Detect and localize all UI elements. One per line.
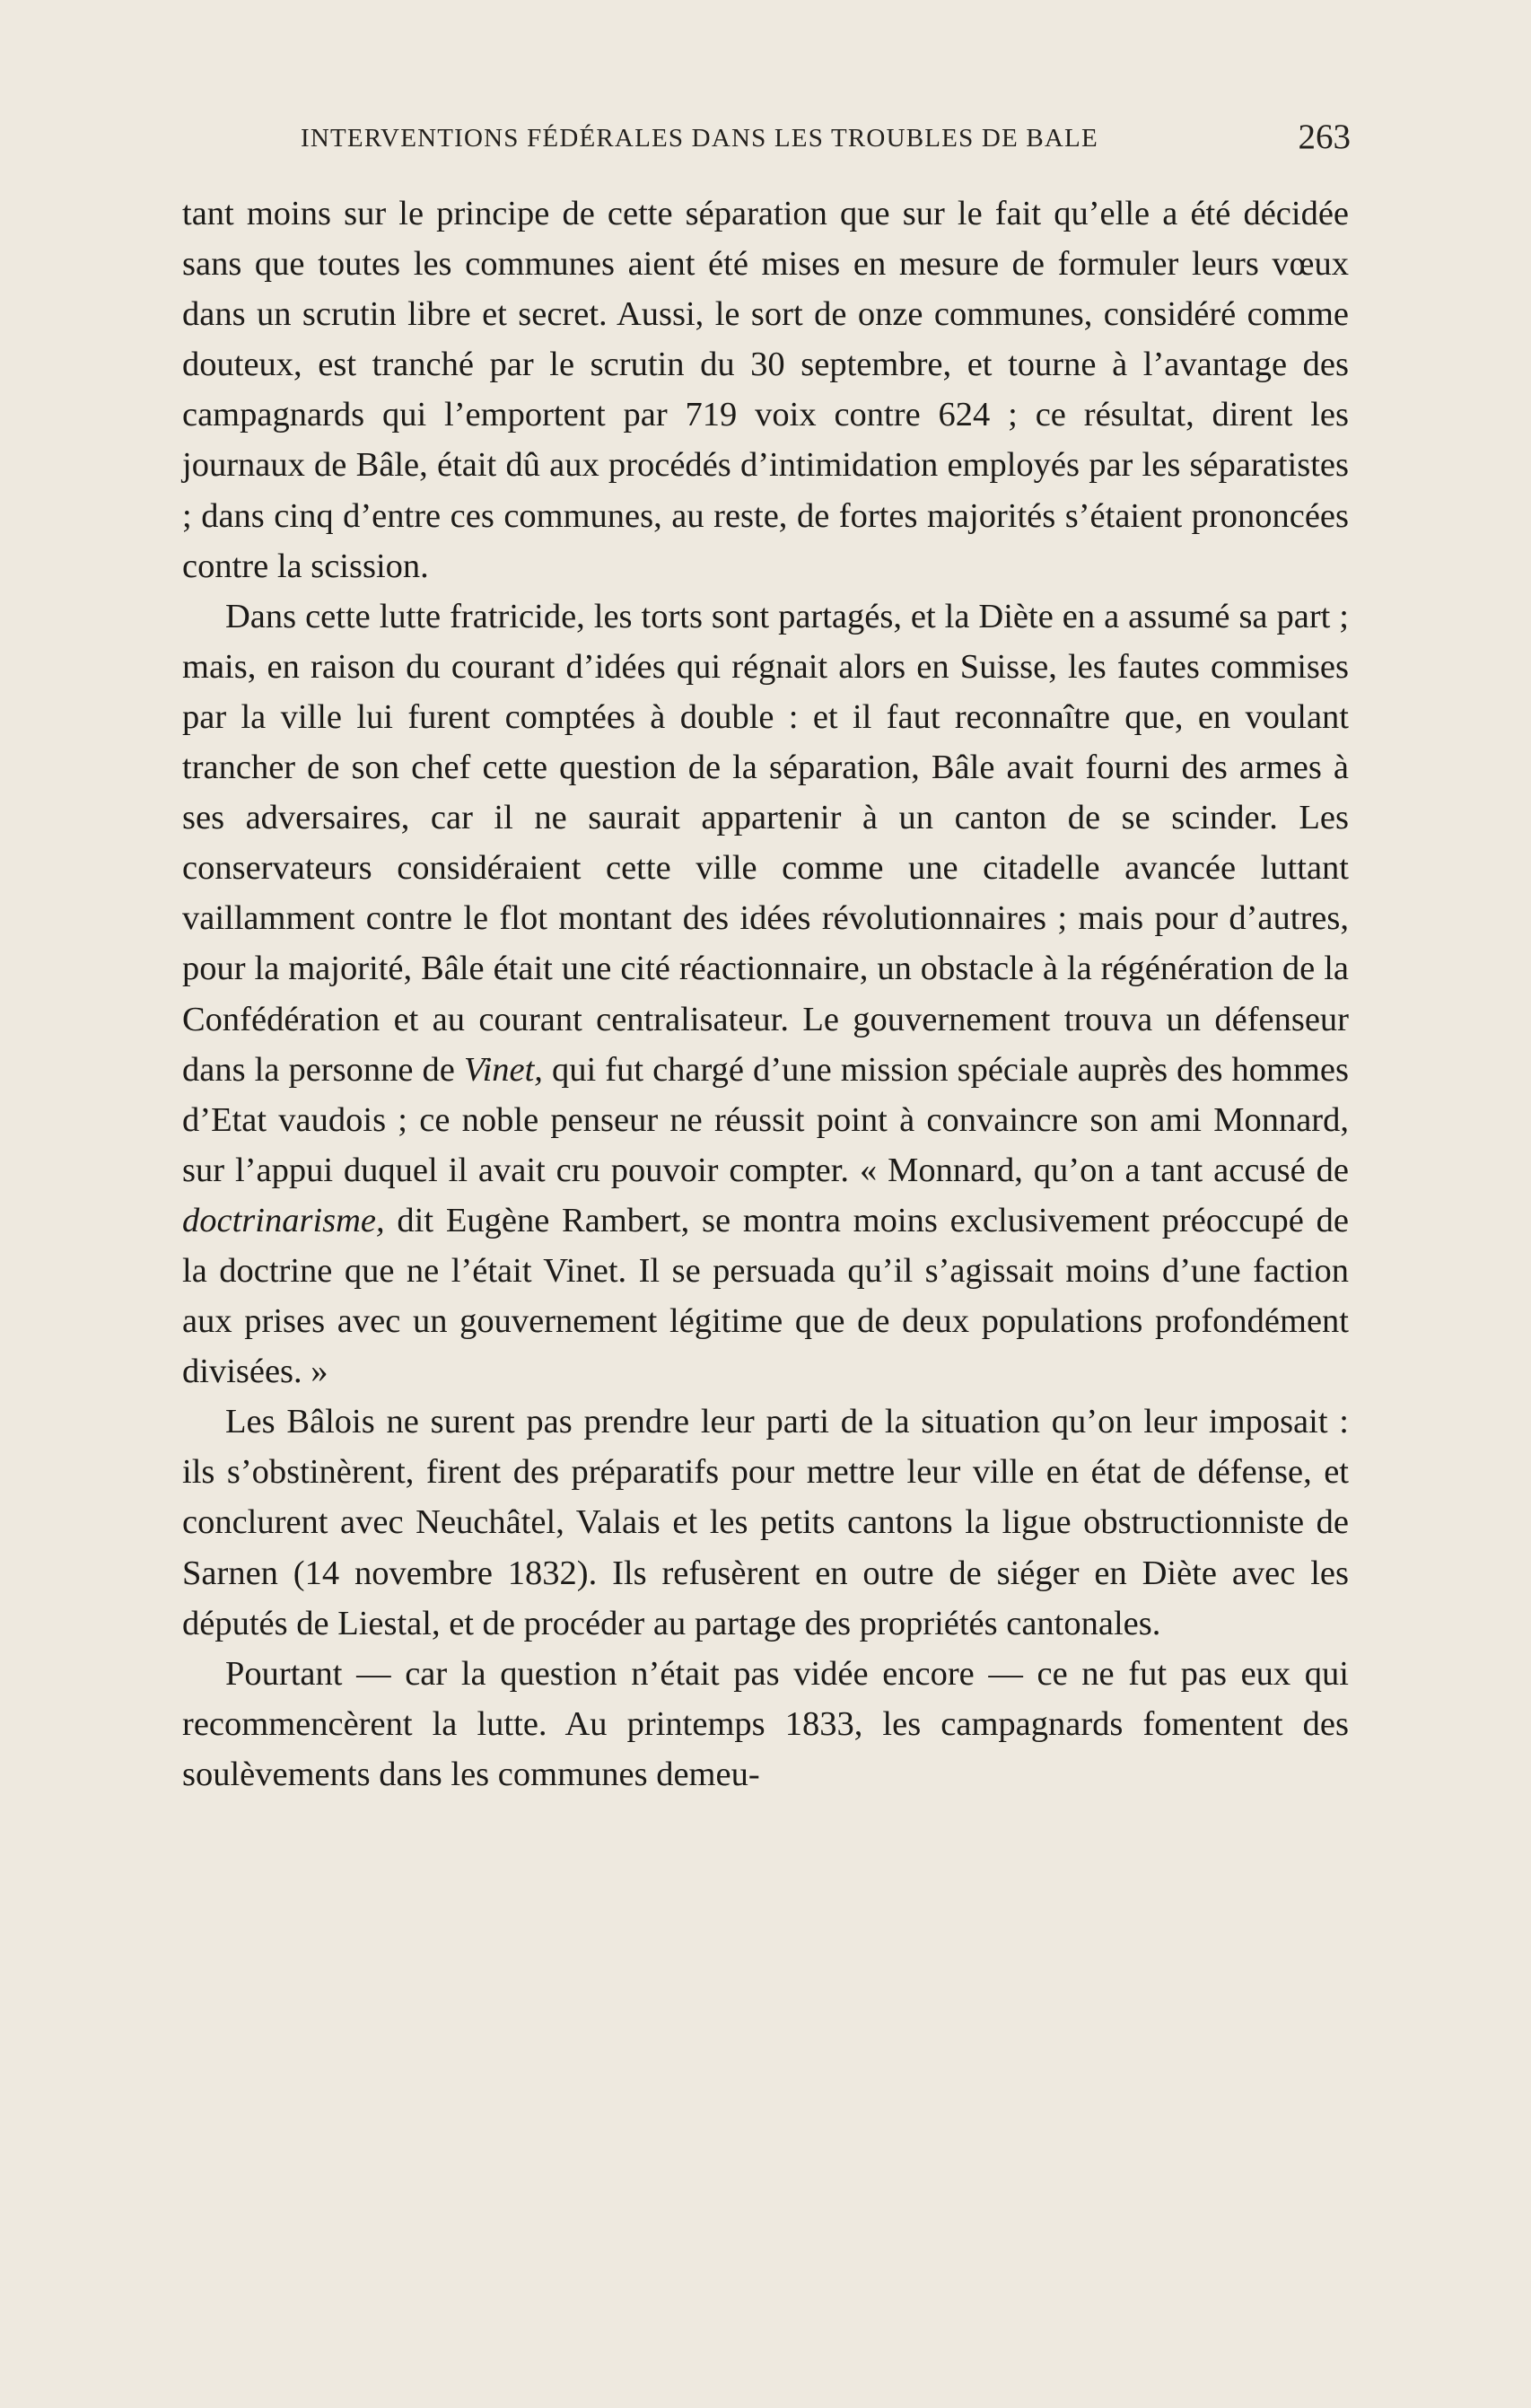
paragraph-2-part-1: Dans cette lutte fratricide, les torts sont partagés, et la Diète en a assumé sa part ; mais, en raison du courant d’idées qui régnait alors en Suisse, les fautes commises par la ville lui furent comptées à double : et il faut reconnaître que, en voulant trancher de son chef cette question de la séparation, Bâle avait fourni des armes à ses adversaires, car il ne saurait appartenir à un canton de se scinder. Les conservateurs considéraient cette ville comme une citadelle avancée luttant vaillamment contre le flot montant des idées révolutionnaires ; mais pour d’autres, pour la majorité, Bâle était une cité réactionnaire, un obstacle à la régénération de la Confédération et au courant centralisateur. Le gouvernement trouva un défenseur dans la personne de: [182, 597, 1349, 1089]
paragraph-2-part-2: qui fut chargé d’une mission spéciale auprès des hommes d’Etat vaudois ; ce noble penseur ne réussit point à convaincre son ami Monnard, sur l’appui duquel il avait cru pouvoir compter. « Monnard, qu’on a tant accusé de: [182, 1050, 1349, 1189]
running-head: [301, 117, 1351, 162]
paragraph-4: Pourtant — car la question n’était pas vidée encore — ce ne fut pas eux qui recommencèrent la lutte. Au printemps 1833, les campagnards fomentent des soulèvements dans les communes demeu-: [182, 1654, 1349, 1793]
running-title: INTERVENTIONS FÉDÉRALES DANS LES TROUBLES DE BALE: [301, 124, 1098, 153]
body-text: [182, 188, 1349, 1799]
paragraph-1: tant moins sur le principe de cette séparation que sur le fait qu’elle a été décidée sans que toutes les communes aient été mises en mesure de formuler leurs vœux dans un scrutin libre et secret. Aussi, le sort de onze communes, considéré comme douteux, est tranché par le scrutin du 30 septembre, et tourne à l’avantage des campagnards qui l’emportent par 719 voix contre 624 ; ce résultat, dirent les journaux de Bâle, était dû aux procédés d’intimidation employés par les séparatistes ; dans cinq d’entre ces communes, au reste, de fortes majorités s’étaient prononcées contre la scission.: [182, 195, 1349, 585]
paragraph-2-part-3: dit Eugène Rambert, se montra moins exclusivement préoccupé de la doctrine que ne l’était Vinet. Il se persuada qu’il s’agissait moins d’une faction aux prises avec un gouvernement légitime que de deux populations profondément divisées. »: [182, 1201, 1349, 1391]
paragraph-3: Les Bâlois ne surent pas prendre leur parti de la situation qu’on leur imposait : ils s’obstinèrent, firent des préparatifs pour mettre leur ville en état de défense, et conclurent avec Neuchâtel, Valais et les petits cantons la ligue obstructionniste de Sarnen (14 novembre 1832). Ils refusèrent en outre de siéger en Diète avec les députés de Liestal, et de procéder au partage des propriétés cantonales.: [182, 1403, 1349, 1642]
paragraph-2: [182, 591, 1349, 1397]
page-number: 263: [1298, 118, 1351, 156]
italic-term-doctrinarisme: doctrinarisme,: [182, 1201, 385, 1239]
italic-name-vinet: Vinet,: [463, 1050, 543, 1089]
